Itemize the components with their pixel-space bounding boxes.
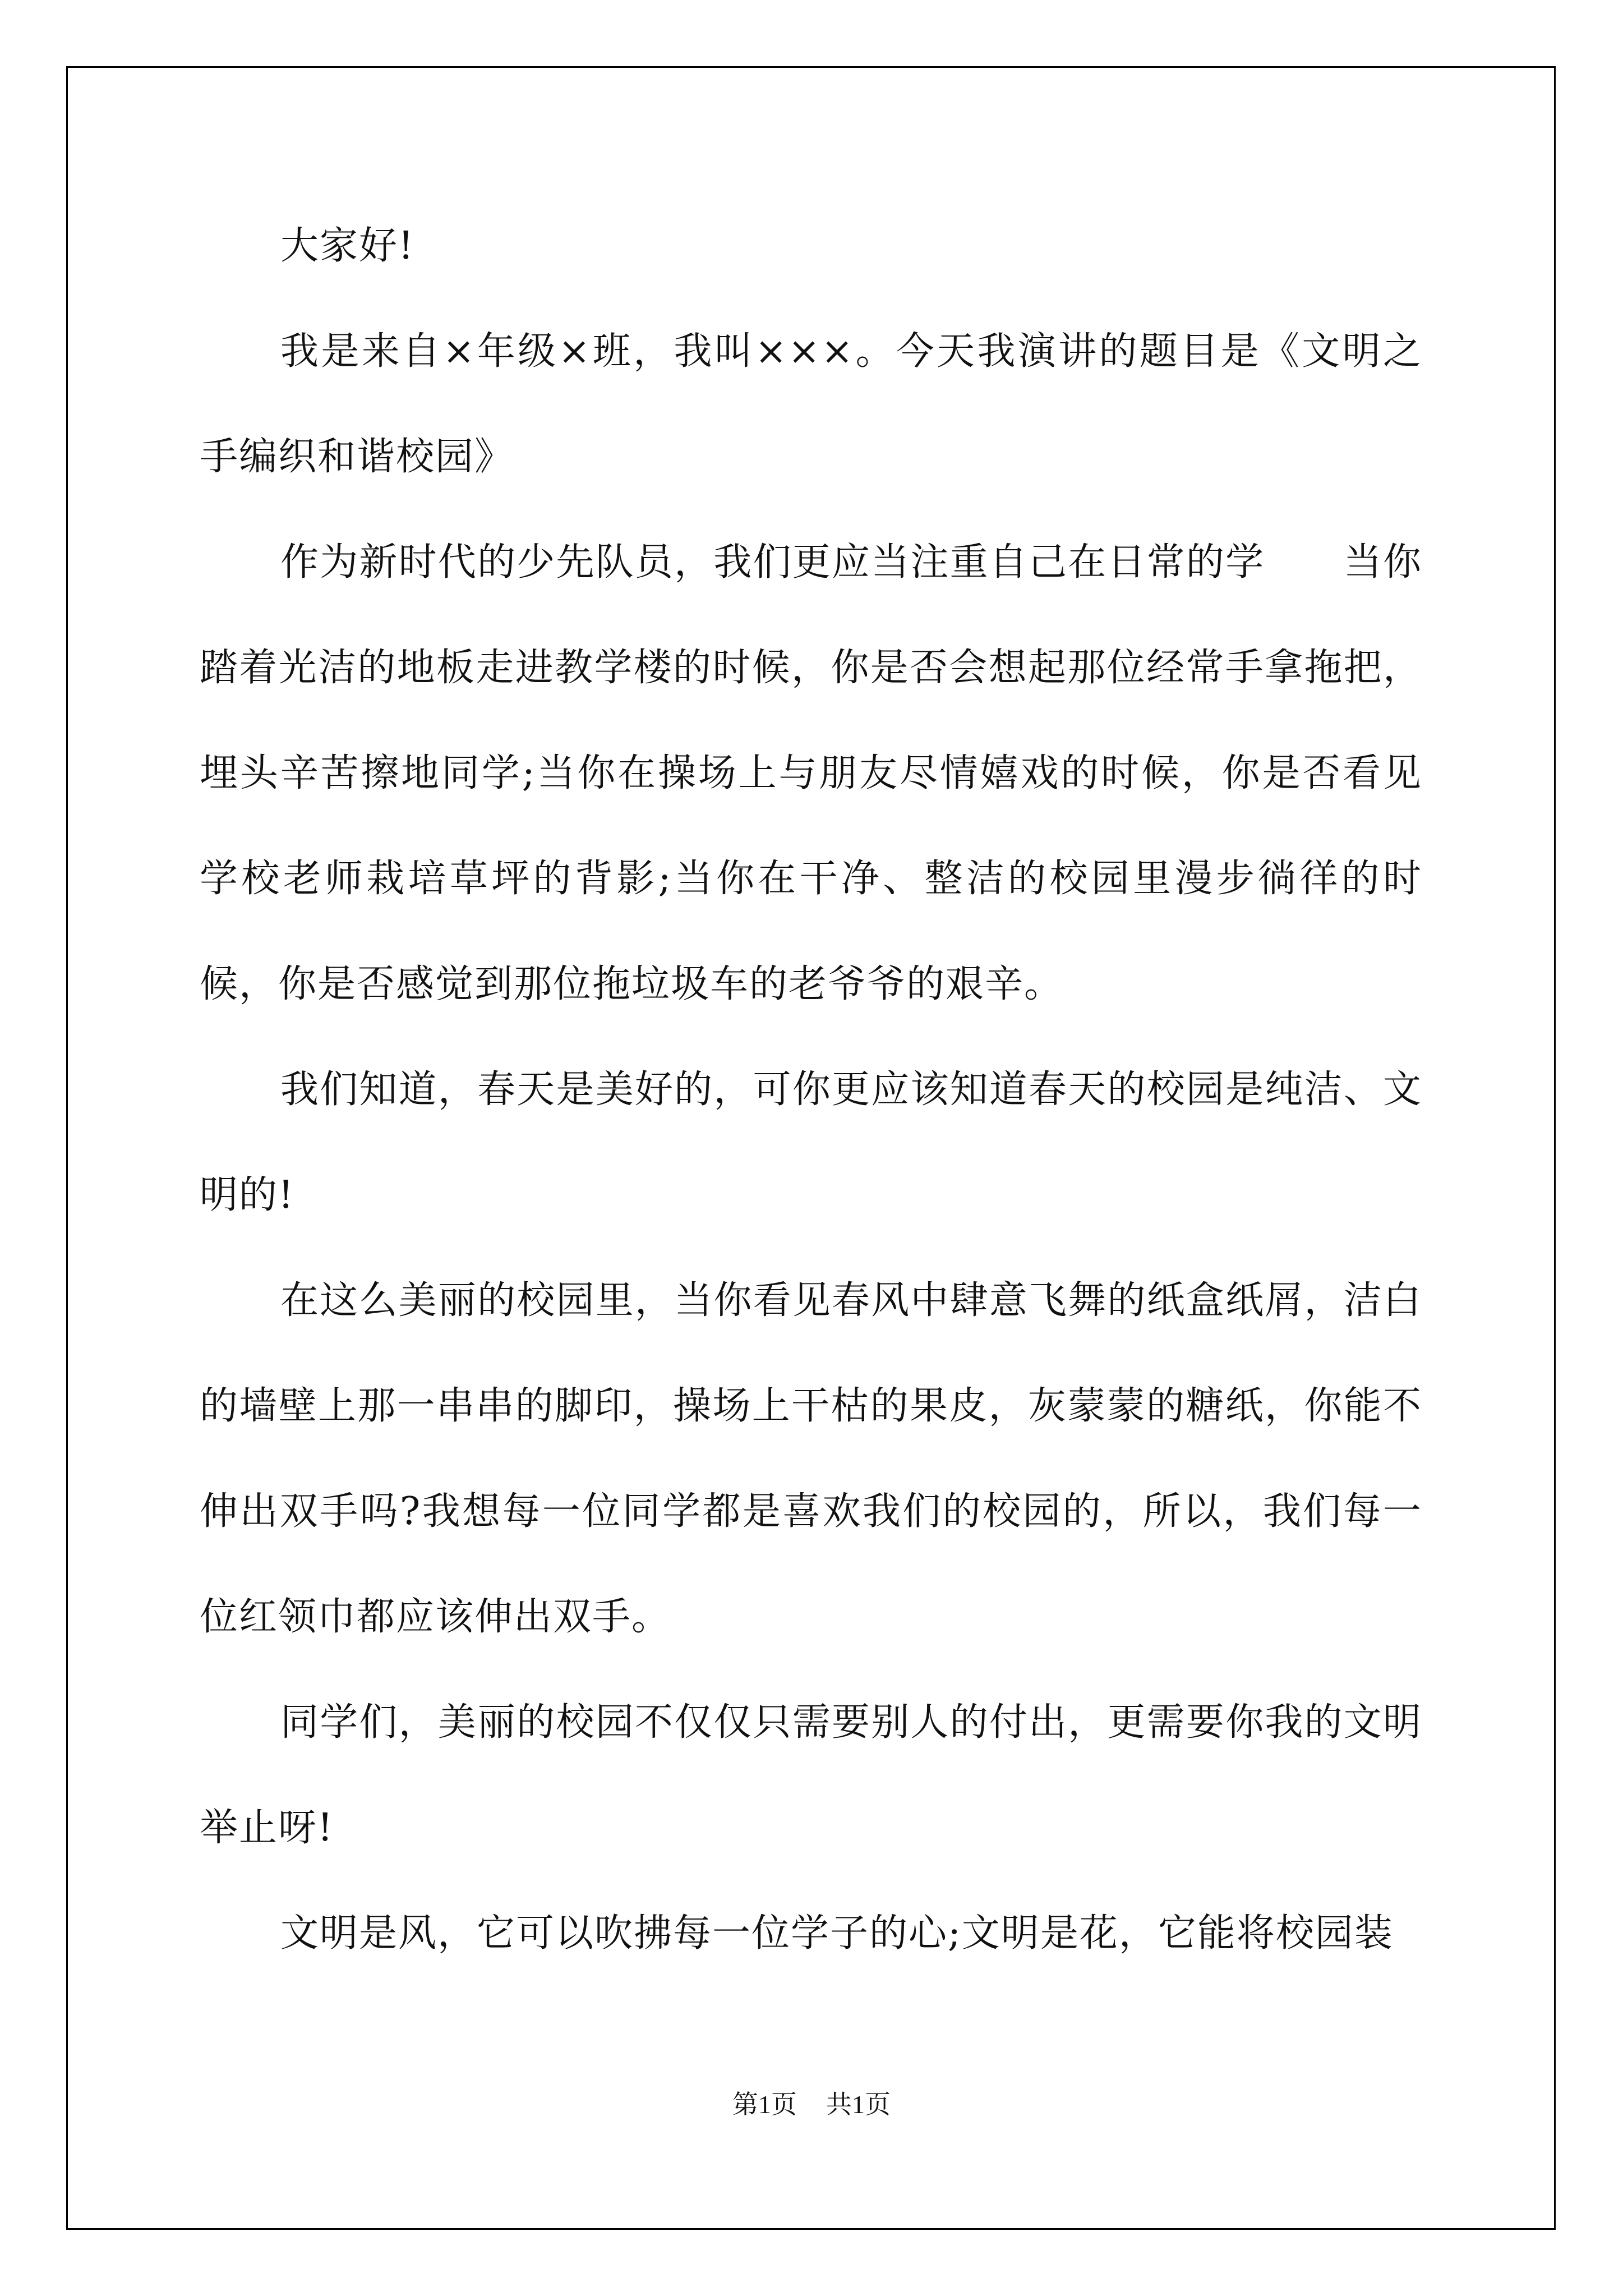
paragraph-spring: 我们知道，春天是美好的，可你更应该知道春天的校园是纯洁、文明的!	[200, 1068, 1422, 1217]
paragraph-classmates: 同学们，美丽的校园不仅仅只需要别人的付出，更需要你我的文明举止呀!	[200, 1700, 1422, 1850]
page-footer	[0, 2084, 1623, 2121]
paragraph-introduction: 我是来自×年级×班，我叫×××。今天我演讲的题目是《文明之手编织和谐校园》	[200, 329, 1422, 479]
paragraph-civility: 文明是风，它可以吹拂每一位学子的心;文明是花，它能将校园装	[280, 1911, 1394, 1955]
page-total: 共1页	[826, 2090, 891, 2119]
paragraph-litter: 在这么美丽的校园里，当你看见春风中肆意飞舞的纸盒纸屑，洁白的墙壁上那一串串的脚印，操场上干枯的果皮，灰蒙蒙的糖纸，你能不伸出双手吗?我想每一位同学都是喜欢我们的校园的，所以，我们每一位红领巾都应该伸出双手。	[200, 1278, 1422, 1639]
paragraph-greeting: 大家好!	[280, 224, 415, 268]
document-body	[200, 194, 1422, 1986]
page-number: 第1页	[732, 2090, 797, 2119]
paragraph-campus-scenes: 作为新时代的少先队员，我们更应当注重自己在日常的学 当你踏着光洁的地板走进教学楼的时候，你是否会想起那位经常手拿拖把，埋头辛苦擦地同学;当你在操场上与朋友尽情嬉戏的时候，你是否看见学校老师栽培草坪的背影;当你在干净、整洁的校园里漫步徜徉的时候，你是否感觉到那位拖垃圾车的老爷爷的艰辛。	[200, 540, 1422, 1006]
